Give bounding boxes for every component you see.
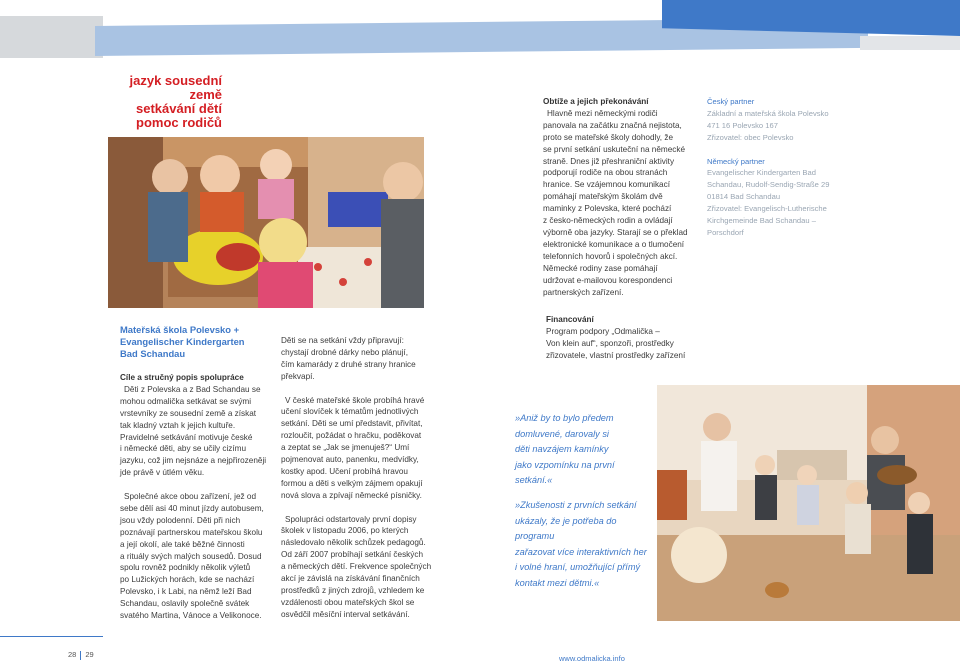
- page-heading: jazyk sousední země setkávání dětí pomoc rodičů: [129, 73, 222, 130]
- prep-line: následovalo několik schůzek pedagogů.: [281, 538, 426, 548]
- difficulties-line: hranice. Se vzájemnou komunikací: [543, 180, 670, 190]
- difficulties-line: pomáhají mateřským školám dvě: [543, 192, 663, 202]
- german-partner-line: Evangelischer Kindergarten Bad: [707, 168, 816, 178]
- prep-line: Děti se na setkání vždy připravují:: [281, 336, 404, 345]
- quote-stones: »Aniž by to bylo předem domluvené, darovaly si děti navzájem kamínky jako vzpomínku na první setkání.«: [515, 413, 615, 486]
- german-partner-line: Schandau, Rudolf-Sendig-Straße 29: [707, 180, 830, 190]
- prep-line: učení slovíček k tématům jednotlivých: [281, 407, 419, 417]
- prep-line: akcí je závislá na získávání finančních: [281, 574, 420, 584]
- difficulties-line: proto se mateřské školy dohodly, že: [543, 132, 673, 142]
- difficulties-line: se první setkání uskuteční na německé: [543, 144, 685, 154]
- prep-line: kostky apod. Učení probíhá hravou: [281, 466, 408, 476]
- difficulties-line: podporují rodiče na obou stranách: [543, 168, 668, 178]
- german-partner-label: Německý partner: [707, 156, 765, 166]
- czech-partner-line: Zřizovatel: obec Polevsko: [707, 132, 794, 142]
- financing-line: zřizovatele, vlastní prostředky zařízení: [546, 350, 686, 360]
- col-goals: [120, 372, 270, 622]
- prep-line: prostředků z jiných zdrojů, vzhledem ke: [281, 586, 425, 595]
- goals-line: svatého Martina, Vánoce a Velikonoce.: [120, 611, 262, 621]
- col-financing: [546, 314, 696, 362]
- goals-line: Pravidelné setkávání motivuje české: [120, 432, 253, 442]
- goals-line: tak kladný vztah k jejich kultuře.: [120, 420, 236, 430]
- difficulties-title: Obtíže a jejich překonávání: [543, 97, 649, 106]
- quote-experience: »Zkušenosti z prvních setkání ukázaly, že je potřeba do programu zařazovat více interaktivních her i volné hraní, umožňující přímý kontakt mezi dětmi.«: [515, 500, 647, 588]
- difficulties-line: Hlavně mezi německými rodiči: [547, 108, 658, 118]
- goals-line: jsou vždy polodenní. Děti při nich: [120, 515, 241, 525]
- col-difficulties: [543, 96, 693, 298]
- financing-line: Von klein auf“, sponzoři, prostředky: [546, 338, 674, 348]
- page-number-left: 28: [68, 650, 77, 659]
- page-number-right: 29: [85, 650, 94, 659]
- prep-line: V české mateřské škole probíhá hravé: [285, 395, 425, 405]
- prep-line: chystají drobné dárky nebo plánují,: [281, 347, 408, 357]
- page-numbers: [68, 650, 94, 660]
- german-partner-line: Zřizovatel: Evangelisch-Lutherische: [707, 204, 827, 214]
- footer-rule-left: [0, 636, 103, 637]
- section-title: Mateřská škola Polevsko + Evangelischer Kindergarten Bad Schandau: [120, 324, 245, 359]
- goals-line: Děti z Polevska a z Bad Schandau se: [124, 384, 261, 394]
- prep-line: a německých dětí. Frekvence společných: [281, 562, 432, 572]
- prep-line: a zeptat se „Jak se jmenuješ?“ Umí: [281, 443, 410, 453]
- czech-partner-label: Český partner: [707, 97, 755, 106]
- header-band-gray-right: [860, 36, 960, 50]
- difficulties-line: telefonních hovorů i společných akcí.: [543, 251, 678, 261]
- czech-partner-line: Základní a mateřská škola Polevsko: [707, 108, 829, 118]
- prep-line: Spolupráci odstartovaly první dopisy: [285, 514, 417, 524]
- col-preparation: [281, 335, 433, 621]
- german-partner-line: 01814 Bad Schandau: [707, 192, 781, 202]
- website-link[interactable]: www.odmalicka.info: [559, 654, 625, 663]
- children-dancing-with-guitar-photo: [657, 385, 960, 621]
- goals-line: spolu rovněž podnikly několik výletů: [120, 563, 251, 573]
- prep-line: nová slova a zpívají německé písničky.: [281, 490, 422, 500]
- prep-line: překvapí.: [281, 371, 315, 381]
- goals-line: jde právě v útlém věku.: [120, 468, 205, 478]
- prep-line: čím kamarády z druhé strany hranice: [281, 359, 416, 369]
- prep-line: osvědčil měsíční interval setkávání.: [281, 609, 410, 619]
- difficulties-line: výborně oba jazyky. Starají se o překlad: [543, 227, 688, 237]
- goals-line: sebe dělí asi 40 minut jízdy autobusem,: [120, 503, 264, 513]
- czech-partner-line: 471 16 Polevsko 167: [707, 120, 778, 130]
- german-partner-line: Porschdorf: [707, 227, 744, 237]
- goals-line: poznávají partnerskou mateřskou školu: [120, 527, 263, 537]
- header-band-gray: [0, 16, 103, 58]
- goals-line: Polevsko, i k Labi, na němž leží Bad: [120, 587, 252, 597]
- prep-line: formou a děti s velkým zájmem opakují: [281, 478, 423, 488]
- prep-line: vzdálenosti obou mateřských škol se: [281, 597, 415, 607]
- goals-line: a její okolí, ale také běžné činnosti: [120, 539, 245, 549]
- german-partner-line: Kirchgemeinde Bad Schandau –: [707, 216, 816, 226]
- goals-title: Cíle a stručný popis spolupráce: [120, 373, 244, 382]
- goals-line: vrstevníky ze sousední země a získat: [120, 408, 257, 418]
- difficulties-line: straně. Dnes již přeshraniční aktivity: [543, 156, 675, 166]
- prep-line: školek v listopadu 2006, po kterých: [281, 526, 409, 536]
- partners-box: [707, 96, 847, 239]
- goals-line: i německé děti, aby se učily cizímu: [120, 444, 247, 454]
- goals-line: po Lužických horách, kde se nachází: [120, 575, 255, 585]
- goals-line: Schandau, oslavily společně svátek: [120, 599, 250, 609]
- difficulties-line: partnerských zařízení.: [543, 287, 624, 297]
- difficulties-line: panovala na začátku značná nejistota,: [543, 120, 682, 130]
- prep-line: Od září 2007 probíhají setkání českých: [281, 550, 423, 560]
- goals-line: a rituály svých malých sousedů. Dosud: [120, 551, 262, 561]
- goals-line: Společné akce obou zařízení, jež od: [124, 492, 256, 502]
- difficulties-line: udržovat e-mailovou korespondenci: [543, 275, 673, 285]
- prep-line: rozloučit, požádat o hračku, poděkovat: [281, 431, 422, 441]
- difficulties-line: maminky z Polevska, které pochází: [543, 204, 672, 214]
- prep-line: pojmenovat auto, panenku, medvídky,: [281, 455, 419, 465]
- goals-line: mohou odmalička setkávat se svými: [120, 396, 252, 406]
- financing-line: Program podpory „Odmalička –: [546, 326, 660, 336]
- prep-line: setkání. Děti se umí představit, přivítat,: [281, 419, 423, 429]
- goals-line: jazyku, což jim nejsnáze a nejpřirozeněji: [120, 456, 267, 466]
- children-playing-photo: [108, 137, 424, 308]
- financing-title: Financování: [546, 315, 594, 324]
- difficulties-line: z česko-německých rodin a ovládají: [543, 216, 673, 226]
- difficulties-line: elektronické komunikace a o tlumočení: [543, 239, 685, 249]
- difficulties-line: Německé rodiny zase pomáhají: [543, 263, 658, 273]
